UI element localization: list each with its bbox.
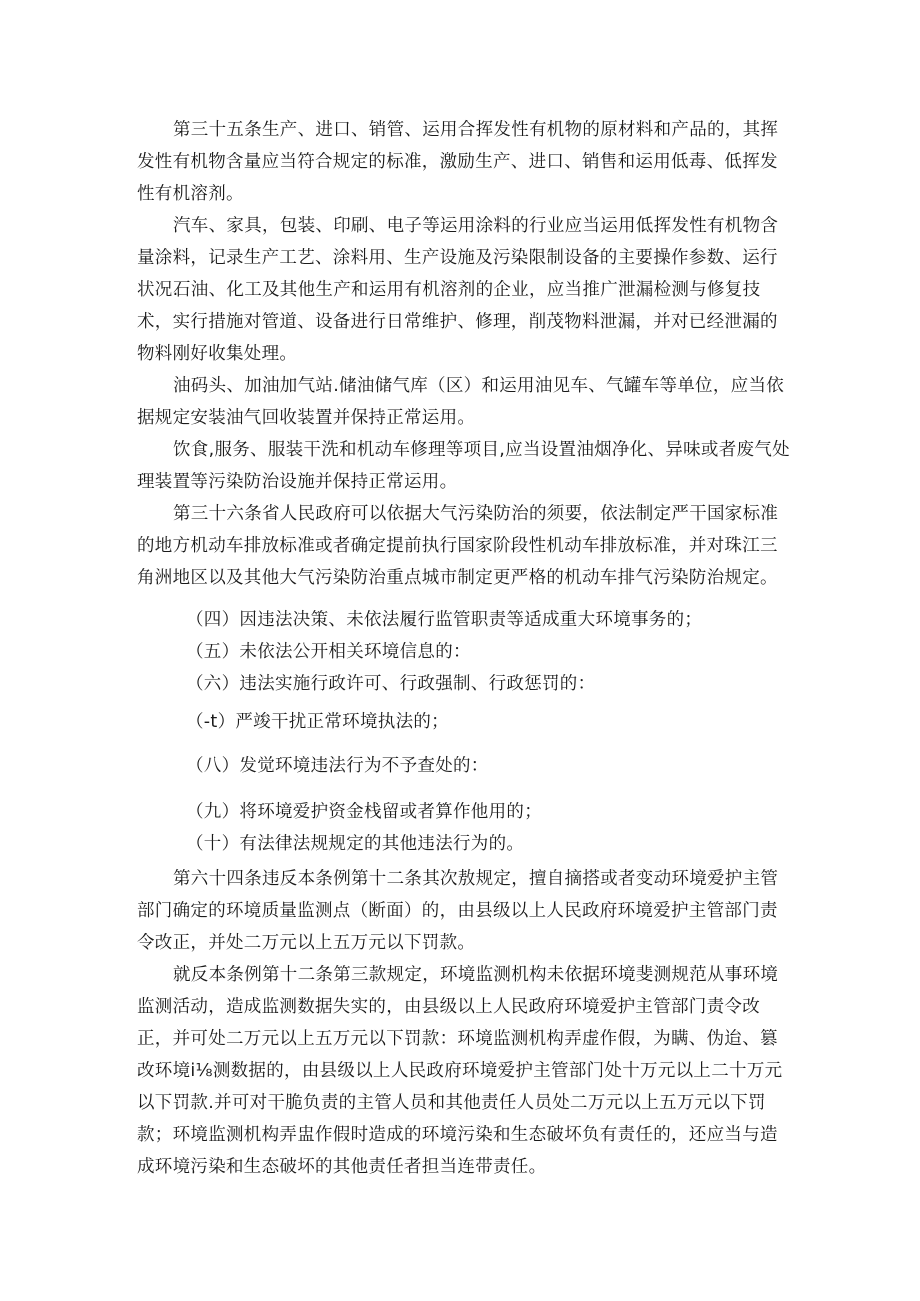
list-item-6: （六）违法实施行政许可、行政强制、行政惩罚的： (186, 674, 596, 694)
list-item-7: （-t）严竣干扰正常环境执法的； (186, 712, 449, 732)
paragraph-article-36: 第三十六条省人民政府可以依据大气污染防治的须要，依法制定严干国家标准的地方机动车排放标准或者确定提前执行国家阶段性机动车排放标准，并对珠江三角洲地区以及其他大气污染防治重点城市制定更严格的机动车排气污染防治规定。 (137, 504, 779, 588)
paragraph-oil-depots: 油码头、加油加气站.储油储气库（区）和运用油见车、气罐车等单位，应当依据规定安装油气回收装置并保持正常运用。 (137, 376, 785, 428)
paragraph-article-64: 第六十四条违反本条例第十二条其次敖规定，擅自摘搭或者变动环境爱护主管部门确定的环境质量监测点（断面）的，由县级以上人民政府环境爱护主管部门责令改正，并处二万元以上五万元以下罚款。 (137, 869, 779, 953)
list-item-9: （九）将环境爱护资金栈留或者算作他用的； (186, 802, 542, 822)
paragraph-monitoring-violations: 就反本条例第十二条第三款规定，环境监测机构未依据环境斐测规范从事环境监测活动，造成监测数据失实的，由县级以上人民政府环境爱护主管部门责令改正，并可处二万元以上五万元以下罚款：环境监测机构弄虚作假，为瞒、伪迨、篡改环境i⅛测数据的，由县级以上人民政府环境爱护主管部门处十万元以上二十万元以下罚款.并可对干脆负责的主管人员和其他责任人员处二万元以上五万元以下罚款；环境监测机构弄盅作假时造成的环境污染和生态破坏负有责任的，还应当与造成环境污染和生态破坏的其他责任者担当连带责任。 (137, 965, 783, 1177)
paragraph-catering: 饮食,服务、服装干洗和机动车修理等项目,应当设置油烟净化、异味或者废气处理装置等污染防治设施并保持正常运用。 (137, 440, 790, 492)
paragraph-petrochemical: 石油、化工及其他生产和运用有机溶剂的企业，应当推广泄漏检测与修复技术，实行措施对管道、设备进行日常维护、修理，削茂物料泄漏，并对已经泄漏的物料刚好收集处理。 (137, 280, 778, 364)
list-item-4: （四）因违法决策、未依法履行监管职责等适成重大环境事务的； (186, 610, 703, 630)
list-item-5: （五）未依法公开相关环境信息的： (186, 642, 471, 662)
list-item-8: （八）发觉环境违法行为不予查处的： (186, 756, 489, 776)
list-item-10: （十）有法律法规规定的其他违法行为的。 (186, 834, 525, 854)
paragraph-coatings: 汽车、家具，包装、印刷、电子等运用涂料的行业应当运用低挥发性有机物含量涂料，记录生产工艺、涂料用、生产设施及污染限制设备的主要操作参数、运行状况. (137, 216, 779, 300)
paragraph-article-35: 第三十五条生产、进口、销管、运用合挥发性有机物的原材料和产品的，其挥发性有机物含量应当符合规定的标准，激励生产、进口、销售和运用低毒、低挥发性有机溶剂。 (137, 120, 779, 204)
